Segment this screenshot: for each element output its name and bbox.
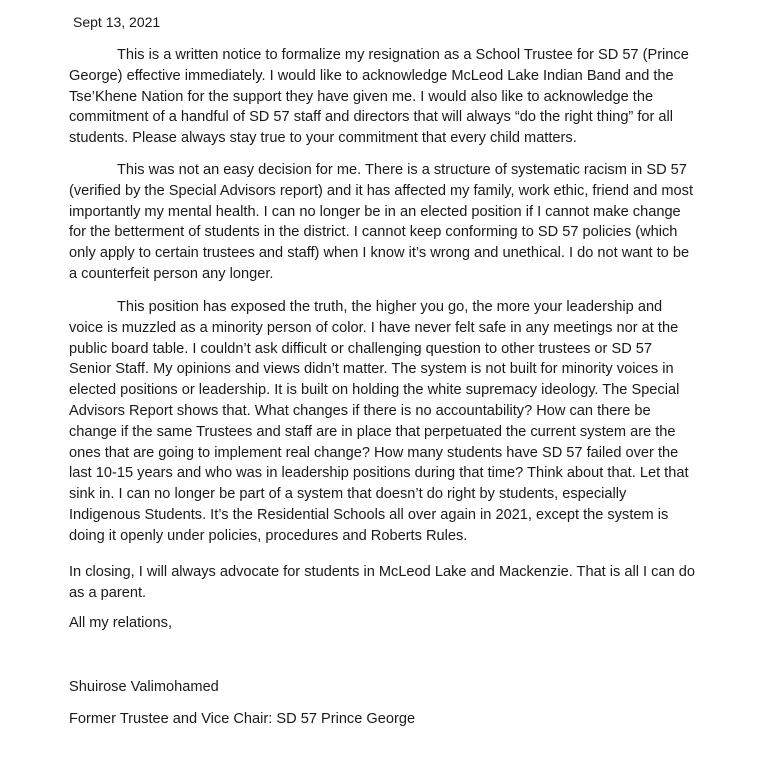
paragraph-decision: This was not an easy decision for me. There is a structure of systematic racism in SD 57 (verified by the Special Advisors report) and it has affected my family, work ethic, friend and most importantly my mental health. I can no longer be in an elected position if I cannot make change for the betterment of students in the district. I cannot keep conforming to SD 57 policies (which only apply to certain trustees and staff) when I know it’s wrong and unethical. I do not want to be a counterfeit person any longer. [69,162,694,282]
paragraph-exposed-truth: This position has exposed the truth, the higher you go, the more your leadership and voice is muzzled as a minority person of color. I have never felt safe in any meetings nor at the public board table. I couldn’t ask difficult or challenging question to other trustees or SD 57 Senior Staff. My opinions and views didn’t matter. The system is not built for minority voices in elected positions or leadership. It is built on holding the white supremacy ideology. The Special Advisors Report shows that. What changes if there is no accountability? How can there be change if the same Trustees and staff are in place that perpetuated the current system are the ones that are going to implement real change? How many students have SD 57 failed over the last 10-15 years and who was in leadership positions during that time? Think about that. Let that sink in. I can no longer be part of a system that doesn’t do right by students, especially Indigenous Students. It’s the Residential Schools all over again in 2021, except the system is doing it openly under policies, procedures and Roberts Rules. [69,299,689,544]
paragraph-resignation-notice: This is a written notice to formalize my resignation as a School Trustee for SD 57 (Prince George) effective immediately. I would like to acknowledge McLeod Lake Indian Band and the Tse’Khene Nation for the support they have given me. I would also like to acknowledge the commitment of a handful of SD 57 staff and directors that will always “do the right thing” for all students. Please always stay true to your commitment that every child matters. [69,47,689,147]
signer-title: Former Trustee and Vice Chair: SD 57 Prince George [69,711,416,727]
letter-date: Sept 13, 2021 [73,14,161,30]
closing-salutation: All my relations, [69,615,172,631]
signer-name: Shuirose Valimohamed [69,679,219,695]
paragraph-closing: In closing, I will always advocate for students in McLeod Lake and Mackenzie. That is all I can do as a parent. [69,564,695,601]
